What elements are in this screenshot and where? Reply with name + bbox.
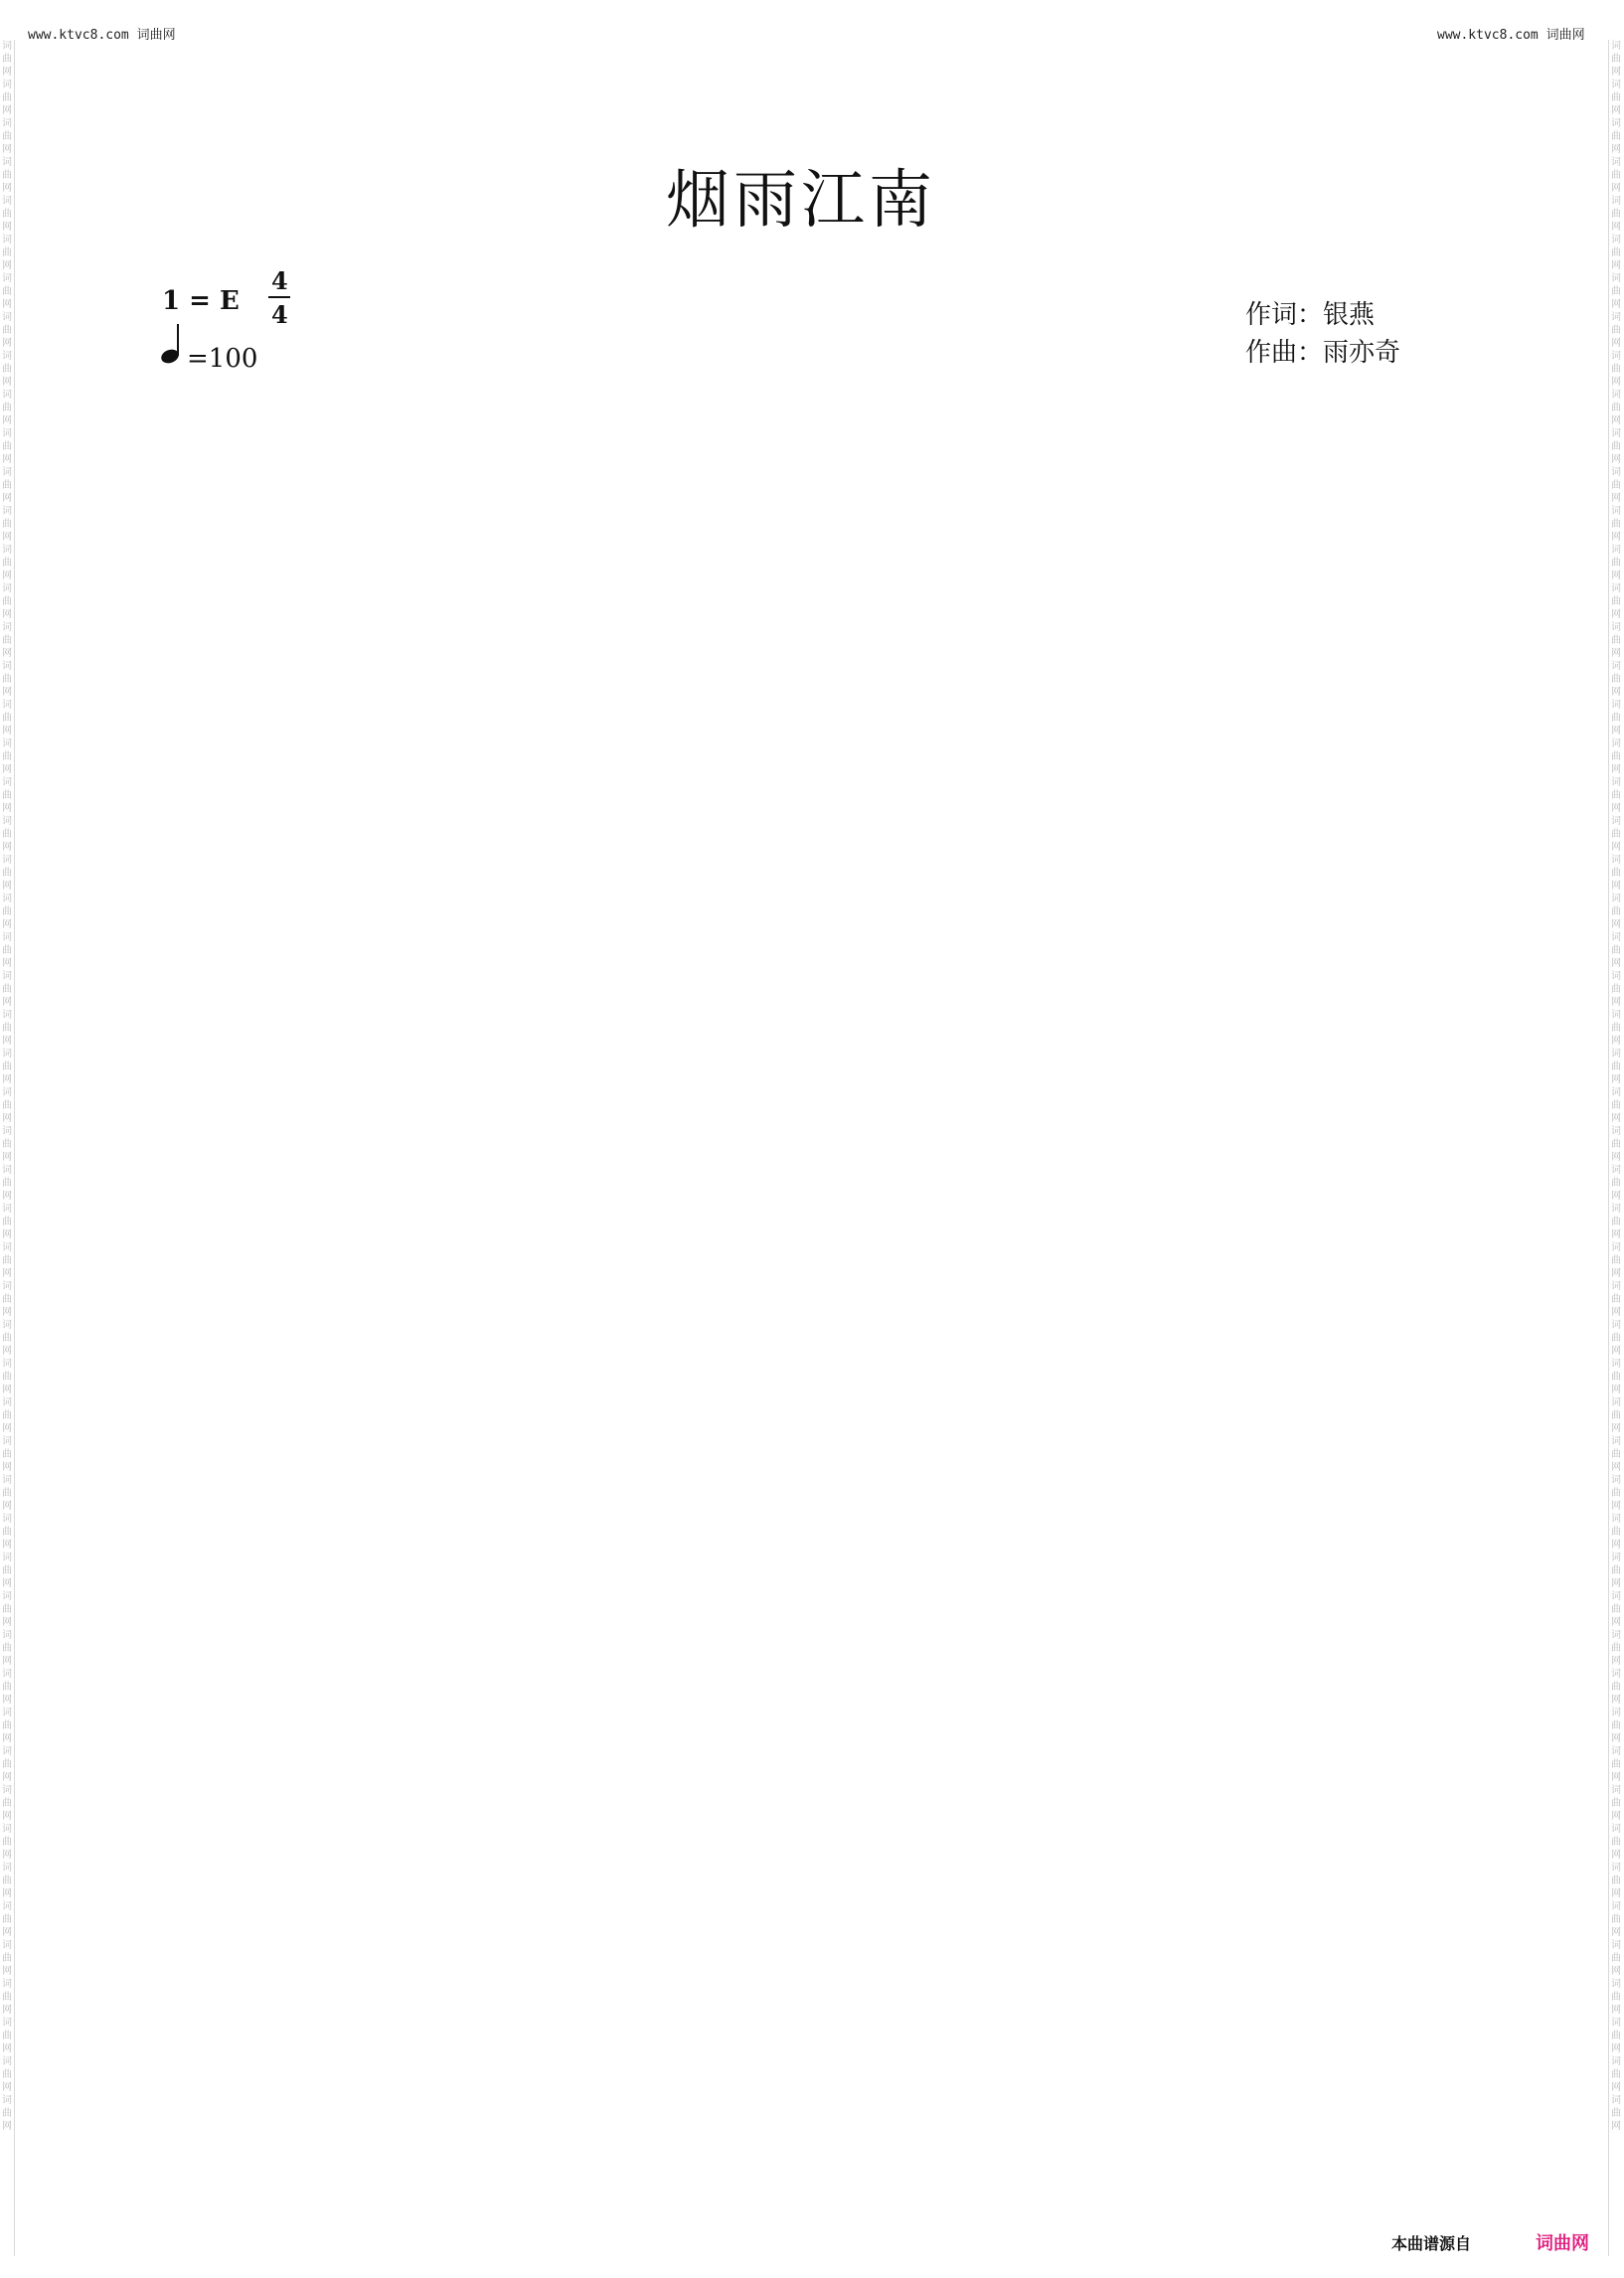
song-title: 烟雨江南 — [666, 164, 936, 238]
footer-brand[interactable]: 词曲网 — [1536, 2233, 1589, 2254]
quarter-note-stem — [177, 324, 179, 356]
key-signature: 1 = E — [162, 286, 240, 316]
time-sig-bottom: 4 — [271, 300, 288, 329]
site-url-right[interactable]: www.ktvc8.com 词曲网 — [1437, 28, 1585, 43]
footer-source: 本曲谱源自 — [1391, 2234, 1472, 2253]
time-sig-top: 4 — [271, 266, 288, 295]
time-sig-line — [268, 296, 290, 298]
side-watermark-right: 词 曲 网 词 曲 网 词 曲 网 词 曲 网 词 曲 网 词 曲 网 词 曲 网 词 曲 网 词 曲 网 词 曲 网 词 曲 网 词 曲 网 词 曲 网 词 曲 网 词 曲 网 词 曲 网 词 曲 网 词 曲 网 词 曲 网 词 曲 网 词 曲 网 词 曲 网 词 曲 网 词 曲 网 词 曲 网 词 曲 网 词 曲 网 词 曲 网 词 曲 网 词 曲 网 词 曲 网 词 曲 网 词 曲 网 词 曲 网 词 曲 网 词 曲 网 词 曲 网 词 曲 网 词 曲 网 词 曲 网 词 曲 网 词 曲 网 词 曲 网 词 曲 网 词 曲 网 词 曲 网 词 曲 网 词 曲 网 词 曲 网 词 曲 网 词 曲 网 词 曲 网 词 曲 网 词 曲 网 — [1608, 40, 1623, 2256]
lyricist: 作词：银燕 — [1245, 300, 1376, 330]
tempo: =100 — [187, 344, 258, 374]
side-watermark-left: 词 曲 网 词 曲 网 词 曲 网 词 曲 网 词 曲 网 词 曲 网 词 曲 网 词 曲 网 词 曲 网 词 曲 网 词 曲 网 词 曲 网 词 曲 网 词 曲 网 词 曲 网 词 曲 网 词 曲 网 词 曲 网 词 曲 网 词 曲 网 词 曲 网 词 曲 网 词 曲 网 词 曲 网 词 曲 网 词 曲 网 词 曲 网 词 曲 网 词 曲 网 词 曲 网 词 曲 网 词 曲 网 词 曲 网 词 曲 网 词 曲 网 词 曲 网 词 曲 网 词 曲 网 词 曲 网 词 曲 网 词 曲 网 词 曲 网 词 曲 网 词 曲 网 词 曲 网 词 曲 网 词 曲 网 词 曲 网 词 曲 网 词 曲 网 词 曲 网 词 曲 网 词 曲 网 词 曲 网 — [0, 40, 15, 2256]
site-url-left[interactable]: www.ktvc8.com 词曲网 — [28, 28, 176, 43]
composer: 作曲：雨亦奇 — [1245, 338, 1401, 368]
